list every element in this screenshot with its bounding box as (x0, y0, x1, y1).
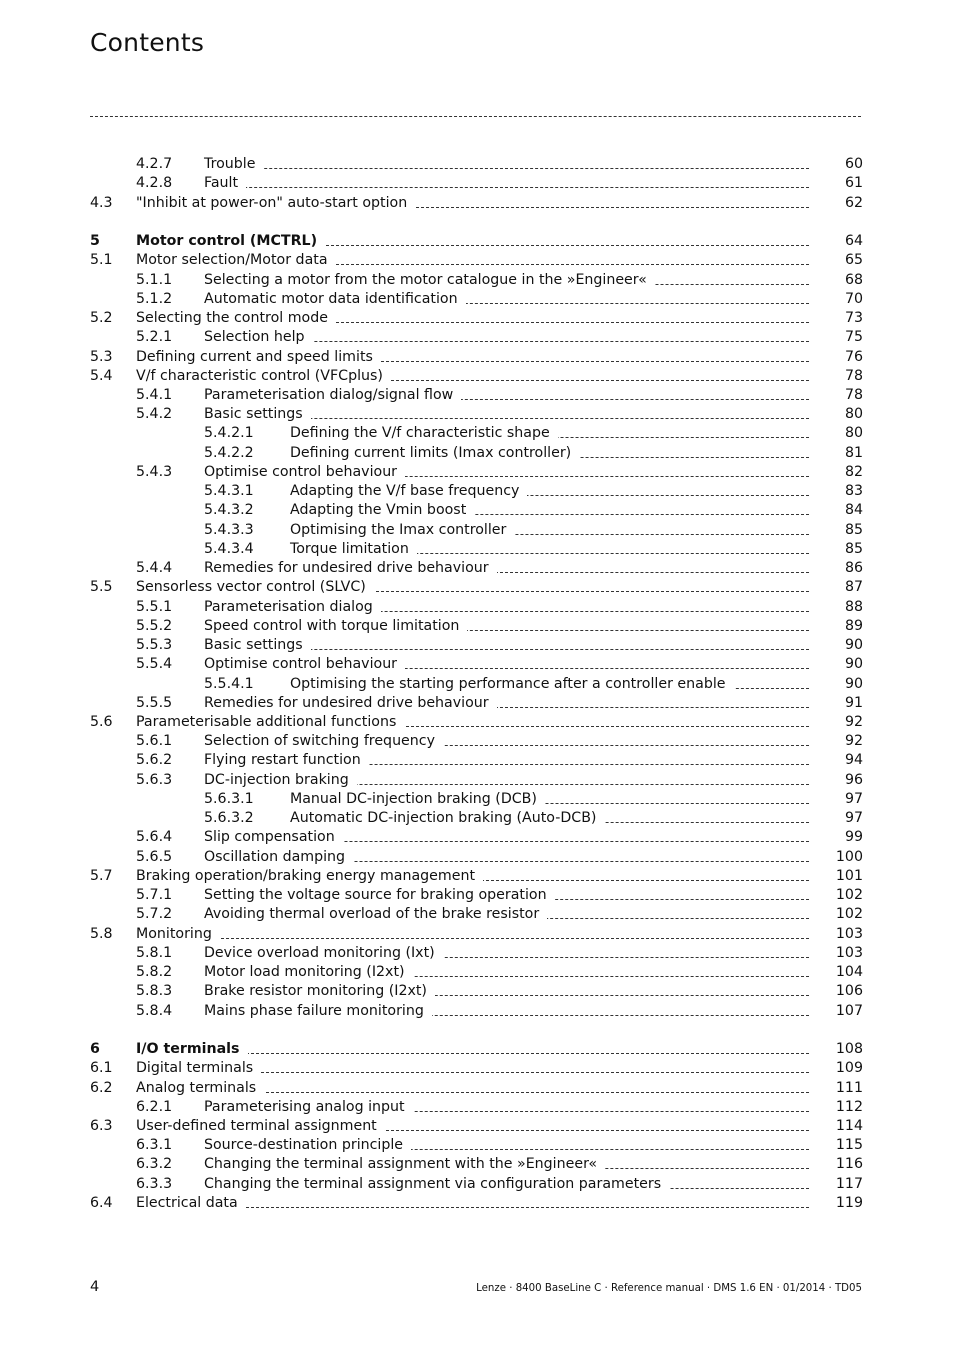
toc-entry-page: 119 (835, 1195, 863, 1211)
toc-entry-page: 81 (844, 445, 863, 461)
toc-entry-page: 103 (835, 926, 863, 942)
toc-entry-number: 5.8 (90, 926, 113, 942)
toc-entry-page: 88 (844, 599, 863, 615)
toc-entry-page: 104 (835, 964, 863, 980)
toc-entry-page: 61 (844, 175, 863, 191)
toc-entry-page: 78 (844, 387, 863, 403)
toc-entry-page: 101 (835, 868, 863, 884)
toc-entry-page: 83 (844, 483, 863, 499)
toc-entry-number: 6.2.1 (136, 1099, 173, 1115)
toc-entry-page: 115 (835, 1137, 863, 1153)
toc-entry[interactable] (0, 463, 954, 481)
toc-entry-number: 5.5.4 (136, 656, 173, 672)
toc-entry-page: 75 (844, 329, 863, 345)
toc-entry-title: Automatic motor data identification (204, 290, 466, 308)
toc-entry-number: 5.6.5 (136, 849, 173, 865)
toc-entry-number: 5.4.2.1 (204, 425, 254, 441)
toc-entry[interactable] (0, 713, 954, 731)
toc-entry-number: 4.2.7 (136, 156, 173, 172)
toc-leader (204, 187, 809, 188)
page-number: 4 (90, 1279, 100, 1295)
toc-entry[interactable] (0, 578, 954, 596)
toc-entry-page: 96 (844, 772, 863, 788)
toc-entry-title: Optimising the Imax controller (290, 521, 514, 539)
toc-entry-title: Parameterisable additional functions (136, 713, 404, 731)
toc-entry[interactable] (0, 501, 954, 519)
toc-entry-title: Remedies for undesired drive behaviour (204, 559, 497, 577)
toc-entry-title: Adapting the Vmin boost (290, 501, 474, 519)
toc-entry-number: 5.1 (90, 252, 113, 268)
toc-entry-title: Optimise control behaviour (204, 463, 405, 481)
toc-entry-title: Brake resistor monitoring (I2xt) (204, 982, 435, 1000)
toc-entry-title: Fault (204, 174, 246, 192)
toc-entry-number: 5.6.2 (136, 752, 173, 768)
toc-entry-title: Selection of switching frequency (204, 732, 443, 750)
toc-entry[interactable] (0, 482, 954, 500)
toc-entry-page: 97 (844, 810, 863, 826)
toc-entry-title: Device overload monitoring (Ixt) (204, 944, 443, 962)
toc-entry-number: 5.4.2 (136, 406, 173, 422)
toc-entry-title: Analog terminals (136, 1079, 264, 1097)
toc-entry-page: 108 (835, 1041, 863, 1057)
toc-entry[interactable] (0, 1117, 954, 1135)
toc-entry[interactable] (0, 751, 954, 769)
toc-entry-title: Motor load monitoring (I2xt) (204, 963, 413, 981)
toc-entry[interactable] (0, 328, 954, 346)
toc-entry-number: 5.8.1 (136, 945, 173, 961)
toc-entry-number: 5.4.1 (136, 387, 173, 403)
toc-entry-title: Defining current and speed limits (136, 348, 381, 366)
toc-entry-title: Selecting the control mode (136, 309, 336, 327)
toc-entry[interactable] (0, 540, 954, 558)
toc-entry-number: 5.7 (90, 868, 113, 884)
toc-entry[interactable] (0, 251, 954, 269)
toc-entry-title: Monitoring (136, 925, 220, 943)
toc-entry-number: 6.1 (90, 1060, 113, 1076)
toc-entry-page: 73 (844, 310, 863, 326)
toc-entry-title: Torque limitation (290, 540, 417, 558)
toc-entry-page: 94 (844, 752, 863, 768)
toc-entry-number: 4.2.8 (136, 175, 173, 191)
toc-entry-number: 5.1.1 (136, 272, 173, 288)
toc-entry-page: 112 (835, 1099, 863, 1115)
toc-entry-number: 5.2 (90, 310, 113, 326)
toc-entry-page: 97 (844, 791, 863, 807)
page-title: Contents (90, 28, 205, 57)
toc-entry-page: 70 (844, 291, 863, 307)
toc-entry-number: 5.8.3 (136, 983, 173, 999)
toc-entry[interactable] (0, 828, 954, 846)
toc-entry-title: Motor control (MCTRL) (136, 232, 325, 250)
toc-entry-number: 5.4.3.1 (204, 483, 254, 499)
toc-entry-page: 114 (835, 1118, 863, 1134)
toc-entry-page: 100 (835, 849, 863, 865)
toc-entry-title: Trouble (204, 155, 263, 173)
toc-entry[interactable] (0, 271, 954, 289)
toc-entry[interactable] (0, 886, 954, 904)
toc-entry[interactable] (0, 1136, 954, 1154)
toc-entry[interactable] (0, 1079, 954, 1097)
toc-entry-title: Remedies for undesired drive behaviour (204, 694, 497, 712)
toc-entry-number: 5.3 (90, 349, 113, 365)
toc-entry-number: 5.5 (90, 579, 113, 595)
toc-entry-number: 5.5.4.1 (204, 676, 254, 692)
toc-entry-title: Defining current limits (Imax controller) (290, 444, 579, 462)
toc-entry-page: 103 (835, 945, 863, 961)
toc-entry[interactable] (0, 232, 954, 250)
toc-entry-title: Selection help (204, 328, 313, 346)
toc-entry[interactable] (0, 790, 954, 808)
toc-entry-title: Sensorless vector control (SLVC) (136, 578, 374, 596)
toc-entry-title: V/f characteristic control (VFCplus) (136, 367, 391, 385)
toc-entry-title: Braking operation/braking energy management (136, 867, 483, 885)
toc-entry-number: 4.3 (90, 195, 113, 211)
toc-entry[interactable] (0, 905, 954, 923)
toc-entry-title: DC-injection braking (204, 771, 357, 789)
toc-entry-page: 116 (835, 1156, 863, 1172)
toc-entry-title: Digital terminals (136, 1059, 261, 1077)
toc-entry-title: Electrical data (136, 1194, 246, 1212)
toc-entry[interactable] (0, 925, 954, 943)
toc-entry[interactable] (0, 194, 954, 212)
toc-entry-title: Manual DC-injection braking (DCB) (290, 790, 545, 808)
toc-entry[interactable] (0, 367, 954, 385)
toc-entry-title: Parameterisation dialog (204, 598, 381, 616)
toc-entry-page: 68 (844, 272, 863, 288)
toc-entry[interactable] (0, 348, 954, 366)
toc-entry-number: 6.3.2 (136, 1156, 173, 1172)
toc-entry-number: 5 (90, 233, 100, 249)
toc-entry-title: Optimising the starting performance after a controller enable (290, 675, 734, 693)
toc-entry-page: 92 (844, 714, 863, 730)
toc-entry[interactable] (0, 174, 954, 192)
toc-entry-number: 6.4 (90, 1195, 113, 1211)
toc-entry-number: 6.3 (90, 1118, 113, 1134)
toc-entry-number: 5.4.4 (136, 560, 173, 576)
toc-entry-page: 111 (835, 1080, 863, 1096)
toc-leader (204, 168, 809, 169)
footer-text: Lenze · 8400 BaseLine C · Reference manual · DMS 1.6 EN · 01/2014 · TD05 (476, 1283, 862, 1294)
toc-entry-title: Slip compensation (204, 828, 343, 846)
toc-entry[interactable] (0, 290, 954, 308)
toc-entry-number: 6.2 (90, 1080, 113, 1096)
toc-entry-title: Changing the terminal assignment via configuration parameters (204, 1175, 669, 1193)
toc-entry[interactable] (0, 1059, 954, 1077)
toc-entry-title: Avoiding thermal overload of the brake resistor (204, 905, 547, 923)
toc-entry-number: 5.8.4 (136, 1003, 173, 1019)
toc-entry-page: 62 (844, 195, 863, 211)
toc-entry-title: I/O terminals (136, 1040, 248, 1058)
toc-entry[interactable] (0, 386, 954, 404)
toc-entry-title: Basic settings (204, 405, 311, 423)
toc-entry[interactable] (0, 1002, 954, 1020)
toc-entry-number: 5.5.5 (136, 695, 173, 711)
toc-entry-page: 82 (844, 464, 863, 480)
toc-entry-page: 60 (844, 156, 863, 172)
toc-entry-title: Basic settings (204, 636, 311, 654)
toc-entry-title: User-defined terminal assignment (136, 1117, 385, 1135)
toc-entry-page: 102 (835, 906, 863, 922)
toc-entry[interactable] (0, 636, 954, 654)
toc-entry-page: 89 (844, 618, 863, 634)
toc-entry[interactable] (0, 809, 954, 827)
toc-entry-number: 5.4.2.2 (204, 445, 254, 461)
toc-entry[interactable] (0, 617, 954, 635)
toc-entry-number: 5.6.3.1 (204, 791, 254, 807)
toc-entry-title: Optimise control behaviour (204, 655, 405, 673)
toc-entry-title: Adapting the V/f base frequency (290, 482, 527, 500)
toc-entry-number: 5.4.3.2 (204, 502, 254, 518)
toc-entry-title: Mains phase failure monitoring (204, 1002, 432, 1020)
toc-entry-number: 5.4.3.4 (204, 541, 254, 557)
toc-entry-page: 65 (844, 252, 863, 268)
toc-entry[interactable] (0, 694, 954, 712)
toc-entry-title: Speed control with torque limitation (204, 617, 467, 635)
toc-entry-number: 5.7.1 (136, 887, 173, 903)
toc-entry-number: 5.6 (90, 714, 113, 730)
toc-entry[interactable] (0, 1155, 954, 1173)
toc-entry[interactable] (0, 559, 954, 577)
toc-entry-page: 107 (835, 1003, 863, 1019)
toc-entry-page: 80 (844, 406, 863, 422)
toc-entry[interactable] (0, 963, 954, 981)
toc-entry-title: Selecting a motor from the motor catalogue in the »Engineer« (204, 271, 655, 289)
toc-entry[interactable] (0, 424, 954, 442)
toc-entry-title: Defining the V/f characteristic shape (290, 424, 558, 442)
toc-entry-title: Parameterising analog input (204, 1098, 413, 1116)
toc-entry-number: 5.8.2 (136, 964, 173, 980)
toc-entry[interactable] (0, 982, 954, 1000)
toc-leader (136, 938, 809, 939)
toc-entry-page: 78 (844, 368, 863, 384)
toc-entry[interactable] (0, 1175, 954, 1193)
toc-entry-number: 5.2.1 (136, 329, 173, 345)
toc-entry-number: 5.5.1 (136, 599, 173, 615)
toc-entry-title: Source-destination principle (204, 1136, 411, 1154)
toc-entry-title: Motor selection/Motor data (136, 251, 336, 269)
toc-entry-title: Automatic DC-injection braking (Auto-DCB) (290, 809, 604, 827)
toc-entry[interactable] (0, 309, 954, 327)
toc-entry-title: "Inhibit at power-on" auto-start option (136, 194, 415, 212)
toc-entry-page: 109 (835, 1060, 863, 1076)
toc-entry-page: 86 (844, 560, 863, 576)
toc-entry[interactable] (0, 848, 954, 866)
toc-entry-page: 64 (844, 233, 863, 249)
toc-entry-page: 102 (835, 887, 863, 903)
toc-entry[interactable] (0, 521, 954, 539)
toc-entry[interactable] (0, 444, 954, 462)
toc-entry-page: 80 (844, 425, 863, 441)
toc-entry[interactable] (0, 944, 954, 962)
toc-entry-page: 90 (844, 676, 863, 692)
toc-entry[interactable] (0, 771, 954, 789)
toc-entry-number: 5.6.3 (136, 772, 173, 788)
toc-entry-page: 92 (844, 733, 863, 749)
toc-entry-page: 91 (844, 695, 863, 711)
toc-entry-page: 99 (844, 829, 863, 845)
toc-entry-title: Changing the terminal assignment with the »Engineer« (204, 1155, 605, 1173)
toc-entry-number: 6.3.1 (136, 1137, 173, 1153)
toc-entry-number: 5.7.2 (136, 906, 173, 922)
toc-entry-page: 90 (844, 637, 863, 653)
toc-entry-title: Oscillation damping (204, 848, 353, 866)
toc-entry-page: 106 (835, 983, 863, 999)
toc-entry-number: 5.5.3 (136, 637, 173, 653)
toc-entry[interactable] (0, 867, 954, 885)
toc-entry-number: 5.6.3.2 (204, 810, 254, 826)
toc-entry[interactable] (0, 155, 954, 173)
toc-entry-number: 5.6.4 (136, 829, 173, 845)
toc-entry-page: 76 (844, 349, 863, 365)
toc-entry-title: Flying restart function (204, 751, 369, 769)
toc-entry-page: 85 (844, 522, 863, 538)
toc-entry-number: 5.4.3.3 (204, 522, 254, 538)
toc-entry[interactable] (0, 732, 954, 750)
toc-entry-number: 5.1.2 (136, 291, 173, 307)
toc-entry-page: 87 (844, 579, 863, 595)
toc-entry-page: 85 (844, 541, 863, 557)
toc-entry-number: 6.3.3 (136, 1176, 173, 1192)
toc-entry-number: 5.6.1 (136, 733, 173, 749)
toc-entry-page: 117 (835, 1176, 863, 1192)
toc-entry[interactable] (0, 405, 954, 423)
toc-entry[interactable] (0, 1194, 954, 1212)
toc-entry-title: Parameterisation dialog/signal flow (204, 386, 461, 404)
toc-entry[interactable] (0, 1040, 954, 1058)
toc-entry-number: 6 (90, 1041, 100, 1057)
toc-entry-page: 90 (844, 656, 863, 672)
toc-entry-number: 5.4.3 (136, 464, 173, 480)
toc-entry-page: 84 (844, 502, 863, 518)
toc-entry[interactable] (0, 655, 954, 673)
toc-entry[interactable] (0, 675, 954, 693)
toc-entry-number: 5.5.2 (136, 618, 173, 634)
toc-entry-number: 5.4 (90, 368, 113, 384)
toc-entry[interactable] (0, 598, 954, 616)
toc-entry[interactable] (0, 1098, 954, 1116)
toc-entry-title: Setting the voltage source for braking operation (204, 886, 555, 904)
